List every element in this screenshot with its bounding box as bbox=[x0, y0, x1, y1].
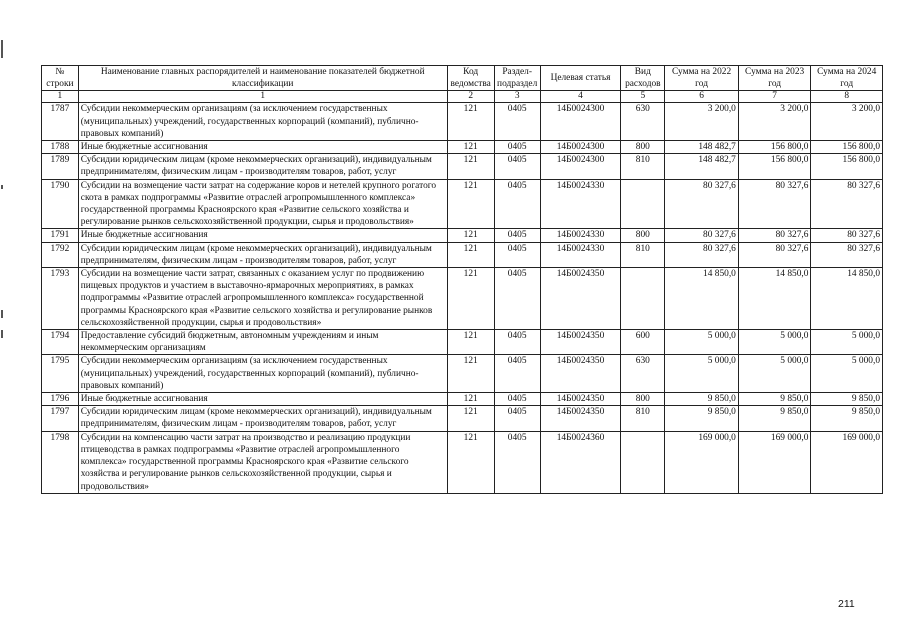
row-number-cell: 1791 bbox=[42, 229, 79, 242]
dept-code-cell: 121 bbox=[447, 154, 494, 179]
dept-code-cell: 121 bbox=[447, 330, 494, 355]
row-name-cell: Субсидии юридическим лицам (кроме некоммерческих организаций), индивидуальным предпринимателям, физическим лицам - производителям товаров, работ, услуг bbox=[78, 154, 447, 179]
column-number-row bbox=[42, 91, 883, 103]
target-article-cell: 14Б0024300 bbox=[540, 103, 621, 141]
table-row bbox=[42, 330, 883, 355]
section-cell: 0405 bbox=[494, 229, 540, 242]
sum-2023-cell: 9 850,0 bbox=[738, 393, 811, 406]
sum-2022-cell: 5 000,0 bbox=[665, 330, 739, 355]
section-cell: 0405 bbox=[494, 179, 540, 229]
column-number: 1 bbox=[78, 91, 447, 103]
row-name-cell: Субсидии некоммерческим организациям (за исключением государственных (муниципальных) учреждений, государственных корпораций (компаний), публично-правовых компаний) bbox=[78, 103, 447, 141]
column-number: 6 bbox=[665, 91, 739, 103]
section-cell: 0405 bbox=[494, 406, 540, 431]
column-number: 1 bbox=[42, 91, 79, 103]
header-row-number: № строки bbox=[42, 66, 79, 91]
sum-2024-cell: 80 327,6 bbox=[811, 229, 883, 242]
scan-margin-mark bbox=[1, 310, 3, 318]
sum-2024-cell: 9 850,0 bbox=[811, 393, 883, 406]
section-cell: 0405 bbox=[494, 141, 540, 154]
expense-type-cell bbox=[621, 431, 665, 493]
header-target-article: Целевая статья bbox=[540, 66, 621, 91]
table-row bbox=[42, 141, 883, 154]
row-name-cell: Иные бюджетные ассигнования bbox=[78, 141, 447, 154]
expense-type-cell: 600 bbox=[621, 330, 665, 355]
column-number: 2 bbox=[447, 91, 494, 103]
dept-code-cell: 121 bbox=[447, 141, 494, 154]
section-cell: 0405 bbox=[494, 393, 540, 406]
target-article-cell: 14Б0024330 bbox=[540, 229, 621, 242]
sum-2022-cell: 5 000,0 bbox=[665, 355, 739, 393]
dept-code-cell: 121 bbox=[447, 229, 494, 242]
sum-2022-cell: 169 000,0 bbox=[665, 431, 739, 493]
sum-2024-cell: 9 850,0 bbox=[811, 406, 883, 431]
expense-type-cell bbox=[621, 268, 665, 330]
table-row bbox=[42, 268, 883, 330]
table-row bbox=[42, 242, 883, 267]
row-number-cell: 1798 bbox=[42, 431, 79, 493]
section-cell: 0405 bbox=[494, 330, 540, 355]
budget-table bbox=[41, 65, 883, 494]
sum-2024-cell: 14 850,0 bbox=[811, 268, 883, 330]
sum-2022-cell: 9 850,0 bbox=[665, 393, 739, 406]
sum-2023-cell: 5 000,0 bbox=[738, 355, 811, 393]
sum-2023-cell: 156 800,0 bbox=[738, 141, 811, 154]
sum-2023-cell: 80 327,6 bbox=[738, 242, 811, 267]
sum-2024-cell: 80 327,6 bbox=[811, 179, 883, 229]
page-number: 211 bbox=[838, 598, 855, 610]
section-cell: 0405 bbox=[494, 268, 540, 330]
sum-2023-cell: 80 327,6 bbox=[738, 179, 811, 229]
table-row bbox=[42, 154, 883, 179]
row-name-cell: Предоставление субсидий бюджетным, автономным учреждениям и иным некоммерческим организациям bbox=[78, 330, 447, 355]
row-number-cell: 1789 bbox=[42, 154, 79, 179]
target-article-cell: 14Б0024330 bbox=[540, 242, 621, 267]
row-number-cell: 1788 bbox=[42, 141, 79, 154]
dept-code-cell: 121 bbox=[447, 242, 494, 267]
target-article-cell: 14Б0024300 bbox=[540, 141, 621, 154]
expense-type-cell: 800 bbox=[621, 393, 665, 406]
sum-2022-cell: 3 200,0 bbox=[665, 103, 739, 141]
expense-type-cell bbox=[621, 179, 665, 229]
dept-code-cell: 121 bbox=[447, 268, 494, 330]
section-cell: 0405 bbox=[494, 431, 540, 493]
row-name-cell: Субсидии на возмещение части затрат, связанных с оказанием услуг по продвижению пищевых продуктов и участием в выставочно-ярмарочных мероприятиях, в рамках подпрограммы «Развитие отраслей агропромышленного комплекса» государственной программы Красноярского края «Развитие сельского хозяйства и регулирование рынков сельскохозяйственной продукции, сырья и продовольствия» bbox=[78, 268, 447, 330]
section-cell: 0405 bbox=[494, 103, 540, 141]
row-name-cell: Иные бюджетные ассигнования bbox=[78, 229, 447, 242]
sum-2023-cell: 80 327,6 bbox=[738, 229, 811, 242]
row-number-cell: 1790 bbox=[42, 179, 79, 229]
sum-2022-cell: 9 850,0 bbox=[665, 406, 739, 431]
row-number-cell: 1797 bbox=[42, 406, 79, 431]
header-sum-2023: Сумма на 2023 год bbox=[738, 66, 811, 91]
table-row bbox=[42, 179, 883, 229]
sum-2022-cell: 80 327,6 bbox=[665, 179, 739, 229]
row-number-cell: 1787 bbox=[42, 103, 79, 141]
dept-code-cell: 121 bbox=[447, 393, 494, 406]
header-name: Наименование главных распорядителей и наименование показателей бюджетной классификации bbox=[78, 66, 447, 91]
row-number-cell: 1792 bbox=[42, 242, 79, 267]
sum-2023-cell: 169 000,0 bbox=[738, 431, 811, 493]
dept-code-cell: 121 bbox=[447, 406, 494, 431]
dept-code-cell: 121 bbox=[447, 355, 494, 393]
scan-margin-mark bbox=[1, 40, 3, 58]
sum-2022-cell: 80 327,6 bbox=[665, 229, 739, 242]
target-article-cell: 14Б0024350 bbox=[540, 268, 621, 330]
expense-type-cell: 630 bbox=[621, 355, 665, 393]
expense-type-cell: 800 bbox=[621, 229, 665, 242]
row-name-cell: Иные бюджетные ассигнования bbox=[78, 393, 447, 406]
section-cell: 0405 bbox=[494, 355, 540, 393]
dept-code-cell: 121 bbox=[447, 431, 494, 493]
sum-2023-cell: 5 000,0 bbox=[738, 330, 811, 355]
sum-2023-cell: 9 850,0 bbox=[738, 406, 811, 431]
sum-2022-cell: 148 482,7 bbox=[665, 141, 739, 154]
header-expense-type: Вид расходов bbox=[621, 66, 665, 91]
scan-margin-mark bbox=[1, 330, 3, 338]
row-name-cell: Субсидии юридическим лицам (кроме некоммерческих организаций), индивидуальным предпринимателям, физическим лицам - производителям товаров, работ, услуг bbox=[78, 406, 447, 431]
table-row bbox=[42, 355, 883, 393]
row-name-cell: Субсидии на компенсацию части затрат на производство и реализацию продукции птицеводства в рамках подпрограммы «Развитие отраслей агропромышленного комплекса» государственной программы Красноярского края «Развитие сельского хозяйства и регулирование рынков сельскохозяйственной продукции, сырья и продовольствия» bbox=[78, 431, 447, 493]
scan-margin-mark bbox=[1, 185, 3, 189]
sum-2024-cell: 156 800,0 bbox=[811, 141, 883, 154]
target-article-cell: 14Б0024360 bbox=[540, 431, 621, 493]
dept-code-cell: 121 bbox=[447, 179, 494, 229]
header-section: Раздел-подраздел bbox=[494, 66, 540, 91]
target-article-cell: 14Б0024330 bbox=[540, 179, 621, 229]
table-row bbox=[42, 393, 883, 406]
header-sum-2022: Сумма на 2022 год bbox=[665, 66, 739, 91]
section-cell: 0405 bbox=[494, 154, 540, 179]
column-number: 3 bbox=[494, 91, 540, 103]
target-article-cell: 14Б0024300 bbox=[540, 154, 621, 179]
header-dept-code: Код ведомства bbox=[447, 66, 494, 91]
expense-type-cell: 810 bbox=[621, 242, 665, 267]
sum-2024-cell: 169 000,0 bbox=[811, 431, 883, 493]
sum-2023-cell: 156 800,0 bbox=[738, 154, 811, 179]
expense-type-cell: 810 bbox=[621, 406, 665, 431]
expense-type-cell: 810 bbox=[621, 154, 665, 179]
sum-2024-cell: 5 000,0 bbox=[811, 330, 883, 355]
target-article-cell: 14Б0024350 bbox=[540, 330, 621, 355]
sum-2022-cell: 80 327,6 bbox=[665, 242, 739, 267]
column-number: 8 bbox=[811, 91, 883, 103]
column-number: 4 bbox=[540, 91, 621, 103]
expense-type-cell: 800 bbox=[621, 141, 665, 154]
section-cell: 0405 bbox=[494, 242, 540, 267]
row-name-cell: Субсидии юридическим лицам (кроме некоммерческих организаций), индивидуальным предпринимателям, физическим лицам - производителям товаров, работ, услуг bbox=[78, 242, 447, 267]
row-name-cell: Субсидии некоммерческим организациям (за исключением государственных (муниципальных) учреждений, государственных корпораций (компаний), публично-правовых компаний) bbox=[78, 355, 447, 393]
sum-2022-cell: 14 850,0 bbox=[665, 268, 739, 330]
column-number: 7 bbox=[738, 91, 811, 103]
sum-2024-cell: 5 000,0 bbox=[811, 355, 883, 393]
table-row bbox=[42, 431, 883, 493]
sum-2024-cell: 156 800,0 bbox=[811, 154, 883, 179]
sum-2022-cell: 148 482,7 bbox=[665, 154, 739, 179]
table-header-row bbox=[42, 66, 883, 91]
table-row bbox=[42, 103, 883, 141]
sum-2024-cell: 3 200,0 bbox=[811, 103, 883, 141]
target-article-cell: 14Б0024350 bbox=[540, 393, 621, 406]
row-number-cell: 1793 bbox=[42, 268, 79, 330]
table-body bbox=[42, 103, 883, 493]
row-number-cell: 1795 bbox=[42, 355, 79, 393]
target-article-cell: 14Б0024350 bbox=[540, 355, 621, 393]
column-number: 5 bbox=[621, 91, 665, 103]
row-number-cell: 1796 bbox=[42, 393, 79, 406]
table-row bbox=[42, 406, 883, 431]
row-number-cell: 1794 bbox=[42, 330, 79, 355]
dept-code-cell: 121 bbox=[447, 103, 494, 141]
header-sum-2024: Сумма на 2024 год bbox=[811, 66, 883, 91]
sum-2023-cell: 14 850,0 bbox=[738, 268, 811, 330]
table-row bbox=[42, 229, 883, 242]
sum-2024-cell: 80 327,6 bbox=[811, 242, 883, 267]
row-name-cell: Субсидии на возмещение части затрат на содержание коров и нетелей крупного рогатого скота в рамках подпрограммы «Развитие отраслей агропромышленного комплекса» государственной программы Красноярского края «Развитие сельского хозяйства и регулирование рынков сельскохозяйственной продукции, сырья и продовольствия» bbox=[78, 179, 447, 229]
target-article-cell: 14Б0024350 bbox=[540, 406, 621, 431]
sum-2023-cell: 3 200,0 bbox=[738, 103, 811, 141]
expense-type-cell: 630 bbox=[621, 103, 665, 141]
